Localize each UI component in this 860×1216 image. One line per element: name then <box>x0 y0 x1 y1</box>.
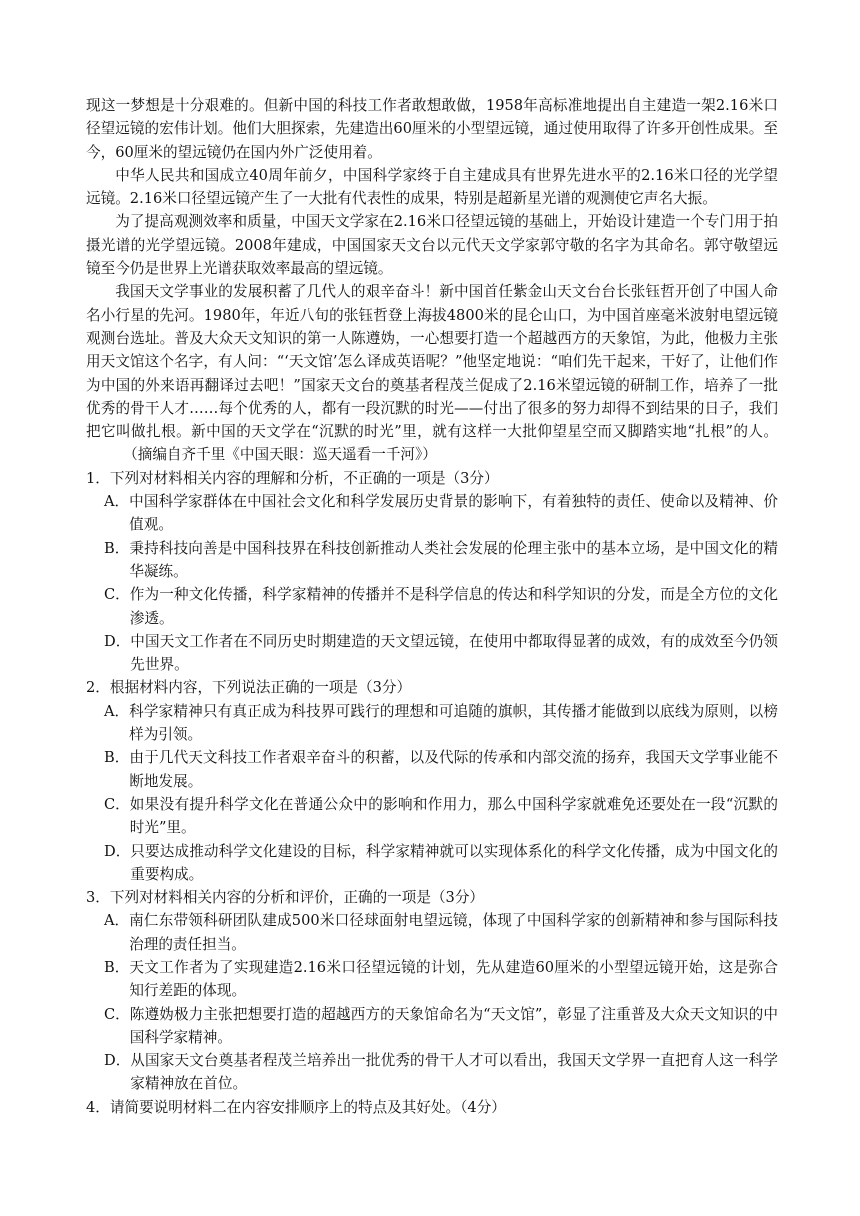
option-text: 从国家天文台奠基者程茂兰培养出一批优秀的骨干人才可以看出，我国天文学界一直把育人这一科学家精神放在首位。 <box>130 1052 778 1093</box>
option-text: 中国科学家群体在中国社会文化和科学发展历史背景的影响下，有着独特的责任、使命以及精神、价值观。 <box>129 493 778 534</box>
passage-paragraph-1: 现这一梦想是十分艰难的。但新中国的科技工作者敢想敢做，1958年高标准地提出自主建造一架2.16米口径望远镜的宏伟计划。他们大胆探索，先建造出60厘米的小型望远镜，通过使用取得了许多开创性成果。至今，60厘米的望远镜仍在国内外广泛使用着。 <box>86 97 778 161</box>
option-text: 秉持科技向善是中国科技界在科技创新推动人类社会发展的伦理主张中的基本立场，是中国文化的精华凝练。 <box>129 539 778 580</box>
option-label: D． <box>104 842 131 860</box>
question-4 <box>86 1096 778 1119</box>
option-label: A． <box>104 493 130 511</box>
question-1 <box>86 467 778 677</box>
option-text: 由于几代天文科技工作者艰辛奋斗的积蓄，以及代际的传承和内部交流的扬弃，我国天文学事业能不断地发展。 <box>129 749 778 790</box>
option-label: A． <box>104 702 130 720</box>
question-3 <box>86 886 778 1096</box>
option-label: C． <box>104 586 130 604</box>
question-1-option-c[interactable] <box>104 583 778 630</box>
question-1-stem: 1．下列对材料相关内容的理解和分析，不正确的一项是（3分） <box>86 469 499 487</box>
passage-paragraph-4-text: 我国天文学事业的发展积蓄了几代人的艰辛奋斗！新中国首任紫金山天文台台长张钰哲开创了中国人命名小行星的先河。1980年，年近八旬的张钰哲登上海拔4800米的昆仑山口，为中国首座毫米波射电望远镜观测台选址。普及大众天文知识的第一人陈遵妫，一心想要打造一个超越西方的天象馆，为此，他极力主张用天文馆这个名字，有人问：“‘天文馆’怎么译成英语呢？”他坚定地说：“咱们先干起来，干好了，让他们作为中国的外来语再翻译过去吧！”国家天文台的奠基者程茂兰促成了2.16米望远镜的研制工作，培养了一批优秀的骨干人才……每个优秀的人，都有一段沉默的时光——付出了很多的努力却得不到结果的日子，我们把它叫做扎根。新中国的天文学在“沉默的时光”里，就有这样一大批仰望星空而又脚踏实地“扎根”的人。 <box>86 283 778 441</box>
question-3-option-d[interactable] <box>104 1049 778 1096</box>
passage-paragraph-2: 中华人民共和国成立40周年前夕，中国科学家终于自主建成具有世界先进水平的2.16米口径的光学望远镜。2.16米口径望远镜产生了一大批有代表性的成果，特别是超新星光谱的观测使它声名大振。 <box>86 166 778 208</box>
question-2-stem: 2．根据材料内容，下列说法正确的一项是（3分） <box>86 679 412 697</box>
option-label: C． <box>104 1005 130 1023</box>
question-1-option-b[interactable] <box>104 537 778 584</box>
question-3-option-b[interactable] <box>104 956 778 1003</box>
source-citation: （摘编自齐千里《中国天眼：巡天遥看一千河》） <box>123 446 437 464</box>
question-2 <box>86 676 778 886</box>
question-2-option-c[interactable] <box>104 793 778 840</box>
passage-paragraph-4 <box>86 280 778 466</box>
option-text: 科学家精神只有真正成为科技界可践行的理想和可追随的旗帜，其传播才能做到以底线为原则，以榜样为引领。 <box>129 702 778 744</box>
passage <box>86 94 778 467</box>
option-label: C． <box>104 795 130 813</box>
option-label: B． <box>104 958 130 976</box>
question-2-option-a[interactable] <box>104 700 778 747</box>
option-text: 只要达成推动科学文化建设的目标，科学家精神就可以实现体系化的科学文化传播，成为中国文化的重要构成。 <box>130 842 778 883</box>
option-label: D． <box>104 1052 131 1070</box>
question-1-option-d[interactable] <box>104 630 778 677</box>
option-text: 天文工作者为了实现建造2.16米口径望远镜的计划，先从建造60厘米的小型望远镜开始，这是弥合知行差距的体现。 <box>129 958 778 1000</box>
question-3-option-a[interactable] <box>104 909 778 956</box>
option-label: B． <box>104 749 130 767</box>
option-label: A． <box>104 912 130 930</box>
option-text: 如果没有提升科学文化在普通公众中的影响和作用力，那么中国科学家就难免还要处在一段“沉默的时光”里。 <box>129 795 778 837</box>
question-4-stem: 4．请简要说明材料二在内容安排顺序上的特点及其好处。（4分） <box>86 1098 506 1116</box>
option-text: 南仁东带领科研团队建成500米口径球面射电望远镜，体现了中国科学家的创新精神和参与国际科技治理的责任担当。 <box>129 912 778 953</box>
question-3-option-c[interactable] <box>104 1003 778 1050</box>
option-label: B． <box>104 539 130 557</box>
question-2-option-b[interactable] <box>104 746 778 793</box>
option-text: 陈遵妫极力主张把想要打造的超越西方的天象馆命名为“天文馆”，彰显了注重普及大众天文知识的中国科学家精神。 <box>129 1005 778 1046</box>
question-1-option-a[interactable] <box>104 490 778 537</box>
question-2-option-d[interactable] <box>104 840 778 887</box>
option-text: 中国天文工作者在不同历史时期建造的天文望远镜，在使用中都取得显著的成效，有的成效至今仍领先世界。 <box>130 632 778 674</box>
option-label: D． <box>104 632 131 650</box>
question-3-stem: 3．下列对材料相关内容的分析和评价，正确的一项是（3分） <box>86 889 485 907</box>
passage-paragraph-3: 为了提高观测效率和质量，中国天文学家在2.16米口径望远镜的基础上，开始设计建造一个专门用于拍摄光谱的光学望远镜。2008年建成，中国国家天文台以元代天文学家郭守敬的名字为其命名。郭守敬望远镜至今仍是世界上光谱获取效率最高的望远镜。 <box>86 213 778 278</box>
option-text: 作为一种文化传播，科学家精神的传播并不是科学信息的传达和科学知识的分发，而是全方位的文化渗透。 <box>129 586 778 627</box>
exam-page <box>86 94 778 1119</box>
